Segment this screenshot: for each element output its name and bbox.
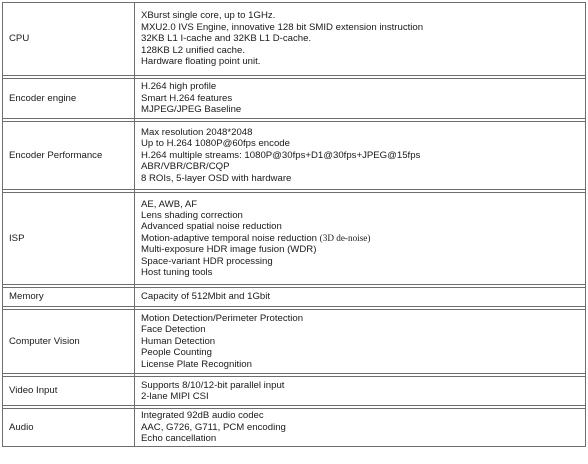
row-value	[135, 288, 586, 307]
row-label: Video Input	[3, 377, 135, 406]
spec-line: Lens shading correction	[141, 209, 243, 221]
row-label: Memory	[3, 288, 135, 307]
spec-line: Motion Detection/Perimeter Protection	[141, 312, 304, 324]
spec-line: Hardware floating point unit.	[141, 56, 261, 68]
spec-line: Multi-exposure HDR image fusion (WDR)	[141, 244, 317, 256]
spec-line: Space-variant HDR processing	[141, 255, 273, 267]
row-label: Encoder Performance	[3, 122, 135, 190]
spec-line: Smart H.264 features	[141, 92, 233, 104]
spec-line: License Plate Recognition	[141, 358, 252, 370]
spec-line: AAC, G726, G711, PCM encoding	[141, 421, 286, 433]
row-label: ISP	[3, 193, 135, 285]
table-row-encoder-performance	[3, 122, 586, 190]
row-value	[135, 409, 586, 447]
table-row-memory	[3, 288, 586, 307]
table-row-encoder-engine	[3, 79, 586, 119]
table-row-video-input	[3, 377, 586, 406]
row-value	[135, 377, 586, 406]
row-value	[135, 122, 586, 190]
spec-line: AE, AWB, AF	[141, 198, 198, 210]
spec-line: 8 ROIs, 5-layer OSD with hardware	[141, 172, 292, 184]
spec-line: 32KB L1 I-cache and 32KB L1 D-cache.	[141, 33, 312, 45]
spec-line: Human Detection	[141, 335, 216, 347]
spec-line: XBurst single core, up to 1GHz.	[141, 10, 276, 22]
table-row-computer-vision	[3, 310, 586, 374]
spec-line: Host tuning tools	[141, 267, 213, 279]
spec-note: (3D de-noise)	[319, 232, 371, 243]
spec-table	[2, 2, 586, 447]
spec-line: MXU2.0 IVS Engine, innovative 128 bit SMID extension instruction	[141, 21, 424, 33]
row-value	[135, 3, 586, 76]
spec-line: 128KB L2 unified cache.	[141, 44, 246, 56]
row-label: Audio	[3, 409, 135, 447]
spec-line: People Counting	[141, 347, 212, 359]
spec-line: H.264 high profile	[141, 81, 217, 93]
spec-line: Advanced spatial noise reduction	[141, 221, 282, 233]
spec-line-text: Motion-adaptive temporal noise reduction	[141, 232, 317, 244]
row-value	[135, 310, 586, 374]
spec-line: Face Detection	[141, 324, 206, 336]
spec-line: Max resolution 2048*2048	[141, 126, 253, 138]
table-row-audio	[3, 409, 586, 447]
table-row-cpu	[3, 3, 586, 76]
spec-line: Integrated 92dB audio codec	[141, 410, 264, 422]
spec-line: Up to H.264 1080P@60fps encode	[141, 138, 290, 150]
row-label: CPU	[3, 3, 135, 76]
row-label: Encoder engine	[3, 79, 135, 119]
spec-line: 2-lane MIPI CSI	[141, 391, 209, 402]
spec-line: Echo cancellation	[141, 433, 217, 445]
row-label: Computer Vision	[3, 310, 135, 374]
spec-line: H.264 multiple streams: 1080P@30fps+D1@30fps+JPEG@15fps	[141, 149, 421, 161]
spec-line: ABR/VBR/CBR/CQP	[141, 161, 230, 173]
table-row-isp	[3, 193, 586, 285]
spec-line: Supports 8/10/12-bit parallel input	[141, 379, 285, 391]
row-value	[135, 193, 586, 285]
spec-line: MJPEG/JPEG Baseline	[141, 104, 242, 116]
spec-line	[141, 233, 581, 244]
row-value	[135, 79, 586, 119]
spec-line: Capacity of 512Mbit and 1Gbit	[141, 291, 271, 303]
